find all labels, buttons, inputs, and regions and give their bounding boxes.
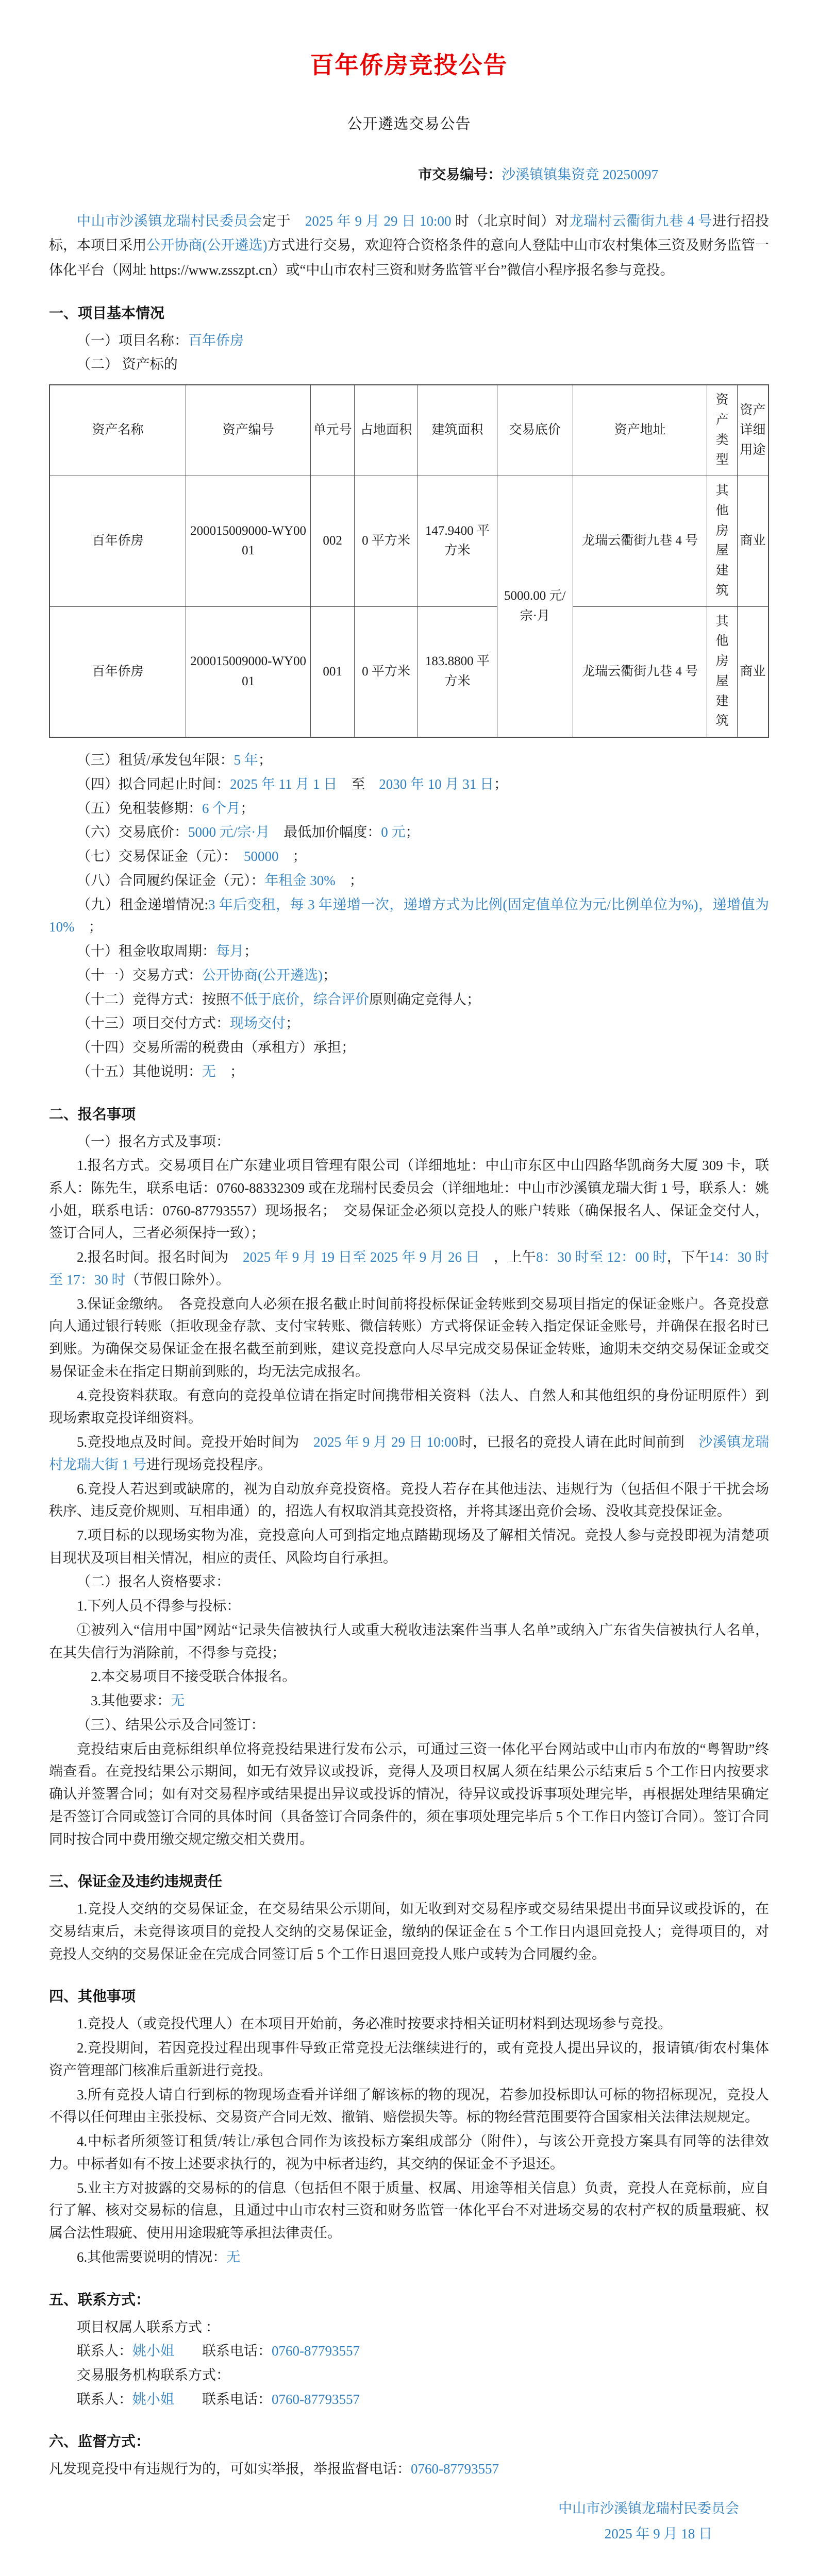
page-subtitle: 公开遴选交易公告 — [347, 116, 471, 132]
paragraph: 2.报名时间。报名时间为 2025 年 9 月 19 日至 2025 年 9 月 26 日 ，上午8：30 时至 12：00 时，下午14：30 时至 17：30 时（节假日除外）。 — [49, 1249, 770, 1287]
paragraph: 竞投结束后由竞标组织单位将竞投结果进行发布公示，可通过三资一体化平台网站或中山市内布放的“粤智助”终端查看。在竞投结果公示期间，如无有效异议或投诉，竞得人及项目权属人须在结果公示结束后 5 个工作日内按要求确认并签署合同；如有对交易程序或结果提出异议或投诉的情况，待异议或投诉事项处理完毕，再根据处理结果确定是否签订合同或签订合同的具体时间（具备签订合同条件的，须在事项处理完毕后 5 个工作日内签订合同）。签订合同同时按合同中费用缴交规定缴交相关费用。 — [49, 1741, 769, 1847]
paragraph: （十五）其他说明：无 ； — [77, 1063, 244, 1079]
paragraph: 3.所有竞投人请自行到标的物现场查看并详细了解该标的物的现况，若参加投标即认可标的物招标现况，竞投人不得以任何理由主张投标、交易资产合同无效、撤销、赔偿损失等。标的物经营范围要符合国家相关法律法规规定。 — [49, 2087, 769, 2125]
paragraph: 2.本交易项目不接受联合体报名。 — [91, 1669, 296, 1685]
paragraph: 6.竞投人若迟到或缺席的，视为自动放弃竞投资格。竞投人若存在其他违法、违规行为（包括但不限于干扰会场秩序、违反竞价规则、互相串通）的，招选人有权取消其竞投资格，并将其逐出竞价会场、没收其竞投保证金。 — [49, 1481, 769, 1519]
table-cell: 龙瑞云衢街九巷 4 号 — [573, 476, 707, 607]
table-header-cell: 资产地址 — [573, 385, 707, 476]
page-title: 百年侨房竞投公告 — [310, 52, 508, 78]
table-cell: 百年侨房 — [49, 606, 186, 737]
table-header-row — [49, 385, 769, 476]
table-row — [49, 476, 769, 607]
paragraph: （四）拟合同起止时间：2025 年 11 月 1 日 至 2030 年 10 月 31 日； — [77, 776, 508, 792]
paragraph: （二）报名人资格要求： — [77, 1574, 230, 1590]
paragraph: （二） 资产标的 — [77, 357, 178, 372]
paragraph: （八）合同履约保证金（元）：年租金 30% ； — [77, 872, 363, 888]
table-cell: 002 — [311, 476, 355, 607]
section-heading: 一、项目基本情况 — [49, 305, 165, 321]
table-cell: 龙瑞云衢街九巷 4 号 — [573, 606, 707, 737]
table-cell: 商业 — [737, 476, 769, 607]
section-heading: 二、报名事项 — [49, 1106, 136, 1123]
paragraph: 中山市沙溪镇龙瑞村民委员会定于 2025 年 9 月 29 日 10:00 时（北京时间）对龙瑞村云衢街九巷 4 号进行招投标，本项目采用公开协商(公开遴选)方式进行交易，欢迎符合资格条件的意向人登陆中山市农村集体三资及财务监管一体化平台（网址 https://www.zsszpt.cn）或“中山市农村三资和财务监管平台”微信小程序报名参与竞投。 — [49, 213, 770, 278]
paragraph: 6.其他需要说明的情况：无 — [77, 2249, 241, 2265]
table-cell: 183.8800 平方米 — [418, 606, 497, 737]
table-cell: 0 平方米 — [354, 476, 418, 607]
paragraph: （七）交易保证金（元）： 50000 ； — [77, 849, 307, 865]
trade-number-line — [49, 163, 769, 183]
paragraph: 联系人：姚小姐 联系电话：0760-87793557 — [77, 2343, 360, 2359]
table-header-cell: 单元号 — [311, 385, 355, 476]
paragraph: 1.竞投人交纳的交易保证金，在交易结果公示期间，如无收到对交易程序或交易结果提出书面异议或投诉的，在交易结束后，未竞得该项目的竞投人交纳的交易保证金，缴纳的保证金在 5 个工作日内退回竞投人；竞得项目的，对竞投人交纳的交易保证金在完成合同签订后 5 个工作日退回竞投人账户或转为合同履约金。 — [49, 1901, 769, 1962]
table-cell: 0 平方米 — [354, 606, 418, 737]
document-body-top — [49, 209, 769, 376]
paragraph: 联系人：姚小姐 联系电话：0760-87793557 — [77, 2391, 360, 2407]
paragraph: 项目权属人联系方式 ： — [77, 2319, 220, 2335]
paragraph: （十二）竞得方式：按照不低于底价，综合评价原则确定竞得人； — [77, 991, 480, 1007]
document-body-main — [49, 749, 769, 2481]
table-header-cell: 资产详细用途 — [737, 385, 769, 476]
table-cell: 其他房屋建筑 — [707, 606, 738, 737]
table-cell: 200015009000-WY0001 — [186, 476, 310, 607]
paragraph: 5.竞投地点及时间。竞投开始时间为 2025 年 9 月 29 日 10:00时，已报名的竞投人请在此时间前到 沙溪镇龙瑞村龙瑞大街 1 号进行现场竞投程序。 — [49, 1434, 769, 1472]
paragraph: 1.竞投人（或竞投代理人）在本项目开始前，务必准时按要求持相关证明材料到达现场参与竞投。 — [77, 2016, 672, 2032]
table-cell: 200015009000-WY0001 — [186, 606, 310, 737]
section-heading: 三、保证金及违约违规责任 — [49, 1874, 223, 1890]
paragraph: （三）租赁/承发包年限：5 年； — [77, 752, 272, 768]
table-cell: 001 — [311, 606, 355, 737]
paragraph: 4.中标者所须签订租赁/转让/承包合同作为该投标方案组成部分（附件），与该公开竞投方案具有同等的法律效力。中标者如有不按上述要求执行的，视为中标者违约，其交纳的保证金不予退还。 — [49, 2133, 769, 2172]
signature-organization: 中山市沙溪镇龙瑞村民委员会 — [558, 2501, 739, 2517]
paragraph: 3.其他要求：无 — [91, 1693, 185, 1709]
paragraph: （十三）项目交付方式：现场交付； — [77, 1015, 299, 1031]
paragraph: 1.报名方式。交易项目在广东建业项目管理有限公司（详细地址：中山市东区中山四路华凯商务大厦 309 卡，联系人：陈先生，联系电话：0760-88332309 或在龙瑞村民委员会（详细地址：中山市沙溪镇龙瑞大街 1 号，联系人：姚小姐，联系电话：0760-87793557）现场报名； 交易保证金必须以竞投人的账户转账（确保报名人、保证金交付人，签订合同人，三者必须保持一致）； — [49, 1158, 769, 1241]
table-cell-price: 5000.00 元/宗·月 — [497, 476, 573, 738]
table-header-cell: 资产名称 — [49, 385, 186, 476]
paragraph: （九）租金递增情况:3 年后变租，每 3 年递增一次，递增方式为比例(固定值单位为元/比例单位为%)，递增值为 10% ； — [49, 896, 769, 935]
asset-table — [49, 384, 769, 738]
paragraph: 1.下列人员不得参与投标： — [77, 1598, 241, 1614]
paragraph: 4.竞投资料获取。有意向的竞投单位请在指定时间携带相关资料（法人、自然人和其他组织的身份证明原件）到现场索取竞投详细资料。 — [49, 1387, 769, 1426]
paragraph: （十四）交易所需的税费由（承租方）承担； — [77, 1040, 355, 1056]
table-cell: 147.9400 平方米 — [418, 476, 497, 607]
paragraph: ①被列入“信用中国”网站“记录失信被执行人或重大税收违法案件当事人名单”或纳入广东省失信被执行人名单，在其失信行为消除前，不得参与竞投； — [49, 1622, 769, 1660]
table-header-cell: 资产类型 — [707, 385, 738, 476]
table-header-cell: 资产编号 — [186, 385, 310, 476]
section-heading: 六、监督方式： — [49, 2434, 151, 2450]
table-cell: 其他房屋建筑 — [707, 476, 738, 607]
paragraph: （六）交易底价：5000 元/宗·月 最低加价幅度：0 元； — [77, 824, 420, 840]
paragraph: 交易服务机构联系方式： — [77, 2367, 230, 2383]
section-heading: 五、联系方式： — [49, 2292, 151, 2308]
table-header-cell: 建筑面积 — [418, 385, 497, 476]
signature-block — [49, 2496, 769, 2546]
paragraph: 凡发现竞投中有违规行为的，可如实举报，举报监督电话：0760-87793557 — [49, 2461, 499, 2477]
section-heading: 四、其他事项 — [49, 1989, 136, 2005]
trade-number-label: 市交易编号： — [418, 167, 502, 182]
table-header-cell: 占地面积 — [354, 385, 418, 476]
table-header-cell: 交易底价 — [497, 385, 573, 476]
paragraph: 2.竞投期间，若因竞投过程出现事件导致正常竞投无法继续进行的，或有竞投人提出异议的，报请镇/街农村集体资产管理部门核准后重新进行竞投。 — [49, 2040, 769, 2078]
signature-date: 2025 年 9 月 18 日 — [604, 2526, 712, 2541]
paragraph: （十一）交易方式：公开协商(公开遴选)； — [77, 967, 337, 983]
paragraph: 5.业主方对披露的交易标的的信息（包括但不限于质量、权属、用途等相关信息）负责，竞投人在竞标前，应自行了解、核对交易标的信息，且通过中山市农村三资和财务监管一体化平台不对进场交易的农村产权的质量瑕疵、权属合法性瑕疵、使用用途瑕疵等承担法律责任。 — [49, 2180, 769, 2241]
paragraph: （一）项目名称：百年侨房 — [77, 332, 244, 348]
paragraph: （三）、结果公示及合同签订： — [77, 1717, 265, 1733]
paragraph: 7.项目标的以现场实物为准，竞投意向人可到指定地点踏勘现场及了解相关情况。竞投人参与竞投即视为清楚项目现状及项目相关情况，相应的责任、风险均自行承担。 — [49, 1527, 769, 1566]
trade-number-value: 沙溪镇镇集资竞 20250097 — [502, 167, 658, 182]
table-cell: 百年侨房 — [49, 476, 186, 607]
paragraph: （一）报名方式及事项： — [77, 1133, 230, 1149]
table-row — [49, 606, 769, 737]
paragraph: 3.保证金缴纳。 各竞投意向人必须在报名截止时间前将投标保证金转账到交易项目指定的保证金账户。各竞投意向人通过银行转账（拒收现金存款、支付宝转账、微信转账）方式将保证金转入指定保证金账号，并确保在报名时已到账。为确保交易保证金在报名截至前到账，建议竞投意向人尽早完成交易保证金转账，逾期未交纳交易保证金或交易保证金未在指定日期前到账的，均无法完成报名。 — [49, 1296, 769, 1379]
paragraph: （五）免租装修期：6 个月； — [77, 800, 255, 816]
table-cell: 商业 — [737, 606, 769, 737]
paragraph: （十）租金收取周期：每月； — [77, 943, 258, 959]
